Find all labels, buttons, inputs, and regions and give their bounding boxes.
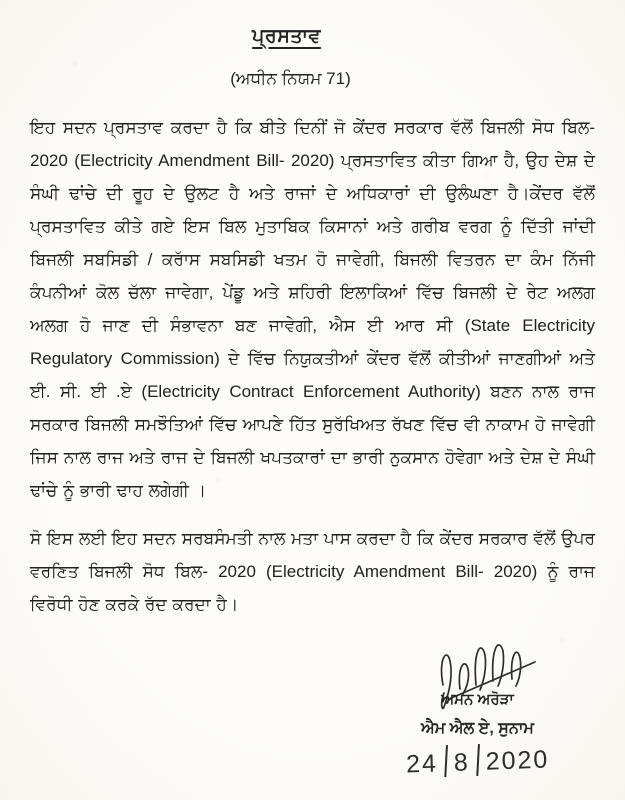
signature-date — [405, 744, 549, 781]
date-month: 8 — [453, 747, 471, 777]
signatory-designation: ਐਮ ਐਲ ਏ, ਸੁਨਾਮ — [421, 720, 534, 737]
document-title: ਪ੍ਰਸਤਾਵ — [252, 26, 321, 47]
date-day: 24 — [405, 748, 439, 778]
date-separator — [476, 744, 480, 776]
date-separator — [444, 745, 448, 777]
rule-reference: (ਅਧੀਨ ਨਿਯਮ 71) — [230, 69, 351, 88]
date-year: 2020 — [485, 745, 550, 776]
resolution-paragraph-1: ਇਹ ਸਦਨ ਪ੍ਰਸਤਾਵ ਕਰਦਾ ਹੈ ਕਿ ਬੀਤੇ ਦਿਨੀਂ ਜੋ ਕੇਂਦਰ ਸਰਕਾਰ ਵੱਲੋਂ ਬਿਜਲੀ ਸੋਧ ਬਿਲ- 2020 (Electricity Amendment Bill- 2020) ਪ੍ਰਸਤਾਵਿਤ ਕੀਤਾ ਗਿਆ ਹੈ, ਉਹ ਦੇਸ਼ ਦੇ ਸੰਘੀ ਢਾਂਚੇ ਦੀ ਰੂਹ ਦੇ ਉਲਟ ਹੈ ਅਤੇ ਰਾਜਾਂ ਦੇ ਅਧਿਕਾਰਾਂ ਦੀ ਉਲੰਘਣਾ ਹੈ।ਕੇਂਦਰ ਵੱਲੋਂ ਪ੍ਰਸਤਾਵਿਤ ਕੀਤੇ ਗਏ ਇਸ ਬਿਲ ਮੁਤਾਬਿਕ ਕਿਸਾਨਾਂ ਅਤੇ ਗਰੀਬ ਵਰਗ ਨੂੰ ਦਿੱਤੀ ਜਾਂਦੀ ਬਿਜਲੀ ਸਬਸਿਡੀ / ਕਰਾੱਸ ਸਬਸਿਡੀ ਖਤਮ ਹੋ ਜਾਵੇਗੀ, ਬਿਜਲੀ ਵਿਤਰਨ ਦਾ ਕੰਮ ਨਿੱਜੀ ਕੰਪਨੀਆਂ ਕੋਲ ਚੱਲਾ ਜਾਵੇਗਾ, ਪੇਂਡੂ ਅਤੇ ਸ਼ਹਿਰੀ ਇਲਾਕਿਆਂ ਵਿੱਚ ਬਿਜਲੀ ਦੇ ਰੇਟ ਅਲਗ ਅਲਗ ਹੋ ਜਾਣ ਦੀ ਸੰਭਾਵਨਾ ਬਣ ਜਾਵੇਗੀ, ਐਸ ਈ ਆਰ ਸੀ (State Electricity Regulatory Commission) ਦੇ ਵਿੱਚ ਨਿਯੁਕਤੀਆਂ ਕੇਂਦਰ ਵੱਲੋਂ ਕੀਤੀਆਂ ਜਾਣਗੀਆਂ ਅਤੇ ਈ. ਸੀ. ਈ .ਏ (Electricity Contract Enforcement Authority) ਬਣਨ ਨਾਲ ਰਾਜ ਸਰਕਾਰ ਬਿਜਲੀ ਸਮਝੌਤਿਆਂ ਵਿੱਚ ਆਪਣੇ ਹਿੱਤ ਸੁਰੱਖਿਅਤ ਰੱਖਣ ਵਿੱਚ ਵੀ ਨਾਕਾਮ ਹੋ ਜਾਵੇਗੀ ਜਿਸ ਨਾਲ ਰਾਜ ਅਤੇ ਰਾਜ ਦੇ ਬਿਜਲੀ ਖਪਤਕਾਰਾਂ ਦਾ ਭਾਰੀ ਨੁਕਸਾਨ ਹੋਵੇਗਾ ਅਤੇ ਦੇਸ਼ ਦੇ ਸੰਘੀ ਢਾਂਚੇ ਨੂੰ ਭਾਰੀ ਢਾਹ ਲਗੇਗੀ । — [30, 118, 595, 500]
resolution-paragraph-2: ਸੋ ਇਸ ਲਈ ਇਹ ਸਦਨ ਸਰਬਸੰਮਤੀ ਨਾਲ ਮਤਾ ਪਾਸ ਕਰਦਾ ਹੈ ਕਿ ਕੇਂਦਰ ਸਰਕਾਰ ਵੱਲੋਂ ਉਪਰ ਵਰਣਿਤ ਬਿਜਲੀ ਸੋਧ ਬਿਲ- 2020 (Electricity Amendment Bill- 2020) ਨੂੰ ਰਾਜ ਵਿਰੋਧੀ ਹੋਣ ਕਰਕੇ ਰੱਦ ਕਰਦਾ ਹੈ। — [30, 529, 595, 614]
signature-block — [390, 635, 565, 778]
signatory-name: ਅਮਨ ਅਰੋੜਾ — [441, 691, 514, 708]
